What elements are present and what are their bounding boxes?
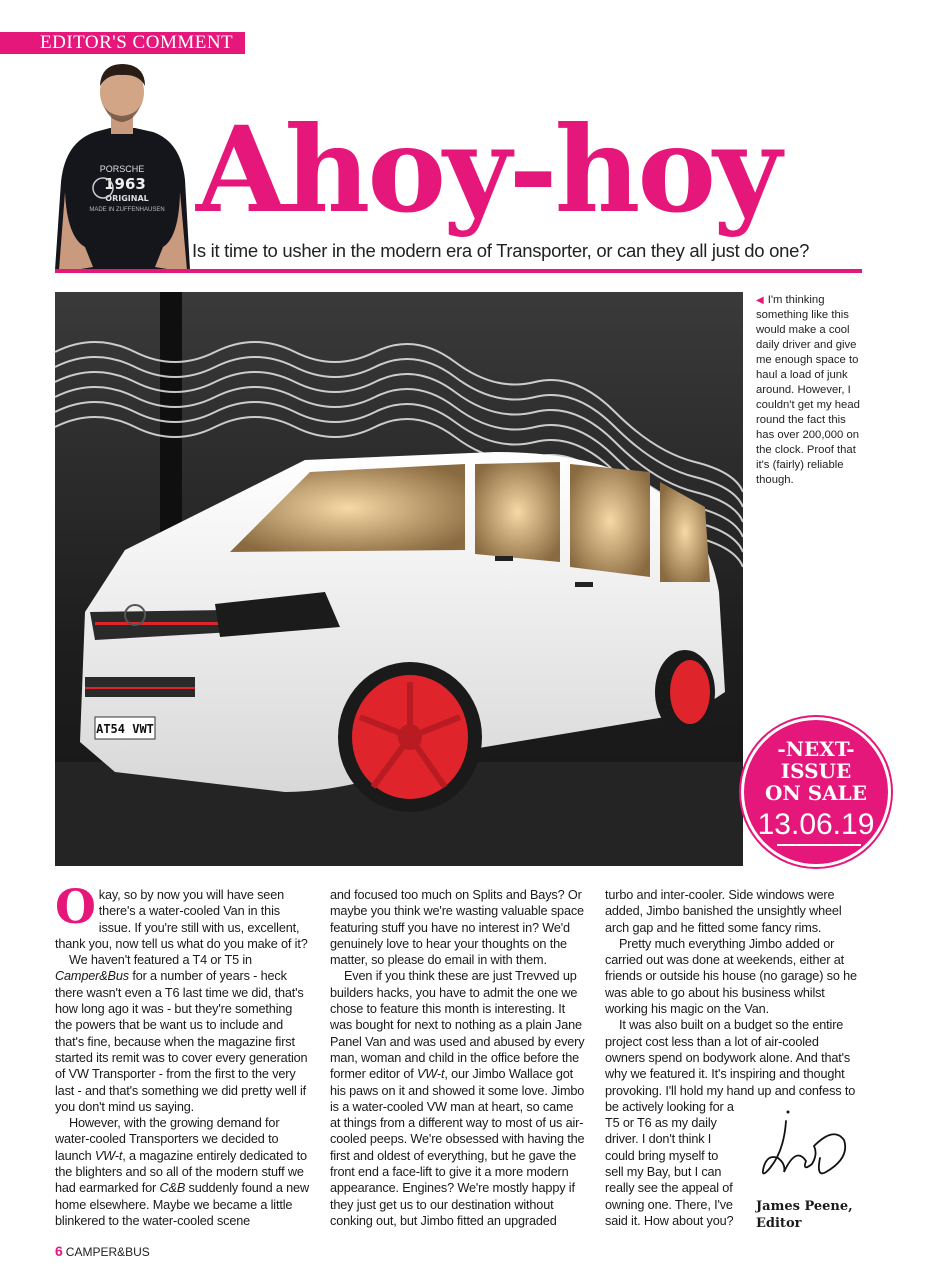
article-column-1 bbox=[55, 880, 310, 1229]
photo-caption bbox=[756, 293, 866, 488]
col3-p2: Pretty much everything Jimbo added or carried out was done at weekends, either at friends or outside his house (no garage) so he was able to go about his business whilst working his magic on the Van. bbox=[605, 936, 857, 1017]
page-title: Ahoy-hoy bbox=[196, 100, 779, 239]
col3-p3: It was also built on a budget so the entire project cost less than a lot of air-cooled owners spend on bodywork alone. And that's why we featured it. It's inspiring and thought provoking. I'll hold my hand up and confess to bbox=[605, 1018, 856, 1098]
caption-text: I'm thinking something like this would make a cool daily driver and give me enough space to haul a load of junk around. However, I couldn't get my head round the fact this has over 200,000 on the clock. Proof that it's (fairly) reliable though. bbox=[756, 294, 860, 486]
col3-p1: turbo and inter-cooler. Side windows were added, Jimbo banished the unsightly wheel arch gap and he fitted some fancy rims. bbox=[605, 888, 842, 935]
col1-p3c: suddenly found a new home elsewhere. Maybe we became a little blinkered to the water-cooled scene bbox=[55, 1181, 309, 1228]
drop-cap: O bbox=[55, 880, 96, 935]
col1-p2-italic: Camper&Bus bbox=[55, 969, 129, 984]
editor-portrait bbox=[55, 62, 190, 270]
page-footer bbox=[55, 1243, 150, 1259]
col1-p2a: We haven't featured a T4 or T5 in bbox=[69, 953, 252, 968]
col2-p2b: , our Jimbo Wallace got his paws on it and showed it some love. Jimbo is a water-cooled VW man at heart, so came at things from a different way to most of us air-cooled peeps. We're obsessed with having the first and oldest of everything, but he gave the front end a face-lift to give it a more modern appearance. Engines? We're mostly happy if they just get us to our destination without conking out, but Jimbo fitted an upgraded bbox=[330, 1067, 585, 1228]
magazine-name: CAMPER&BUS bbox=[65, 1245, 150, 1259]
signoff-name: James Peene, bbox=[756, 1199, 853, 1214]
signature-image bbox=[756, 1106, 851, 1191]
col1-p1: kay, so by now you will have seen there's a water-cooled Van in this issue. If you're still with us, excellent, thank you, now tell us what do you make of it? bbox=[55, 888, 308, 951]
next-issue-badge bbox=[741, 717, 891, 867]
col1-p3-italic2: C&B bbox=[159, 1181, 186, 1196]
col1-p2b: for a number of years - heck there wasn't even a T6 last time we did, that's how long ago it was - but they're something the powers that be want us to include and that's fine, because when the magazine first started its remit was to cover every generation of VW Transporter - from the first to the very last - and that's something we did pretty well if you don't mind us saying. bbox=[55, 969, 308, 1114]
col1-p3-italic: VW-t bbox=[94, 1148, 123, 1163]
shirt-line2-text: MADE IN ZUFFENHAUSEN bbox=[89, 207, 165, 213]
col2-p2a: Even if you think these are just Trevved up builders hacks, you have to admit the one we chose to feature this month is interesting. It was bought for next to nothing as a plain Jane Panel Van and was used and abused by every man, woman and child in the office before the former editor of bbox=[330, 969, 585, 1082]
col2-p1: and focused too much on Splits and Bays? Or maybe you think we're wasting valuable space featuring stuff you have no interest in? We'd genuinely love to hear your thoughts on the matter, so please do email in with them. bbox=[330, 888, 584, 968]
signoff bbox=[756, 1198, 866, 1232]
badge-line3: ON SALE bbox=[765, 781, 867, 805]
shirt-year-text: 1963 bbox=[104, 175, 146, 193]
standfirst: Is it time to usher in the modern era of Transporter, or can they all just do one? bbox=[192, 240, 810, 261]
plate-text: AT54 VWT bbox=[96, 722, 154, 736]
badge-underline bbox=[777, 844, 861, 846]
badge-date: 13.06.19 bbox=[757, 808, 875, 841]
badge-line1: -NEXT- bbox=[777, 737, 855, 761]
shirt-brand-text: PORSCHE bbox=[99, 164, 145, 174]
col1-p3b: , a magazine entirely dedicated to the blighters and so all of the modern stuff we had earmarked for bbox=[55, 1148, 307, 1196]
col3-tail: be actively looking for a T5 or T6 as my daily driver. I don't think I could bring myself to sell my Bay, but I can really see the appeal of owning one. There, I've said it. How about you? bbox=[605, 1099, 734, 1228]
section-tag: EDITOR'S COMMENT bbox=[0, 32, 245, 54]
caption-arrow-icon: ◀ bbox=[756, 295, 764, 306]
page-number: 6 bbox=[55, 1243, 63, 1259]
col1-p3a: However, with the growing demand for water-cooled Transporters we decided to launch bbox=[55, 1116, 280, 1163]
signoff-role: Editor bbox=[756, 1216, 802, 1231]
title-rule bbox=[55, 269, 862, 273]
badge-line2: ISSUE bbox=[780, 759, 852, 783]
shirt-line1-text: ORIGINAL bbox=[105, 194, 149, 203]
col2-p2-italic: VW-t bbox=[417, 1067, 445, 1082]
article-column-2 bbox=[330, 887, 585, 1229]
van-photo bbox=[55, 292, 743, 866]
